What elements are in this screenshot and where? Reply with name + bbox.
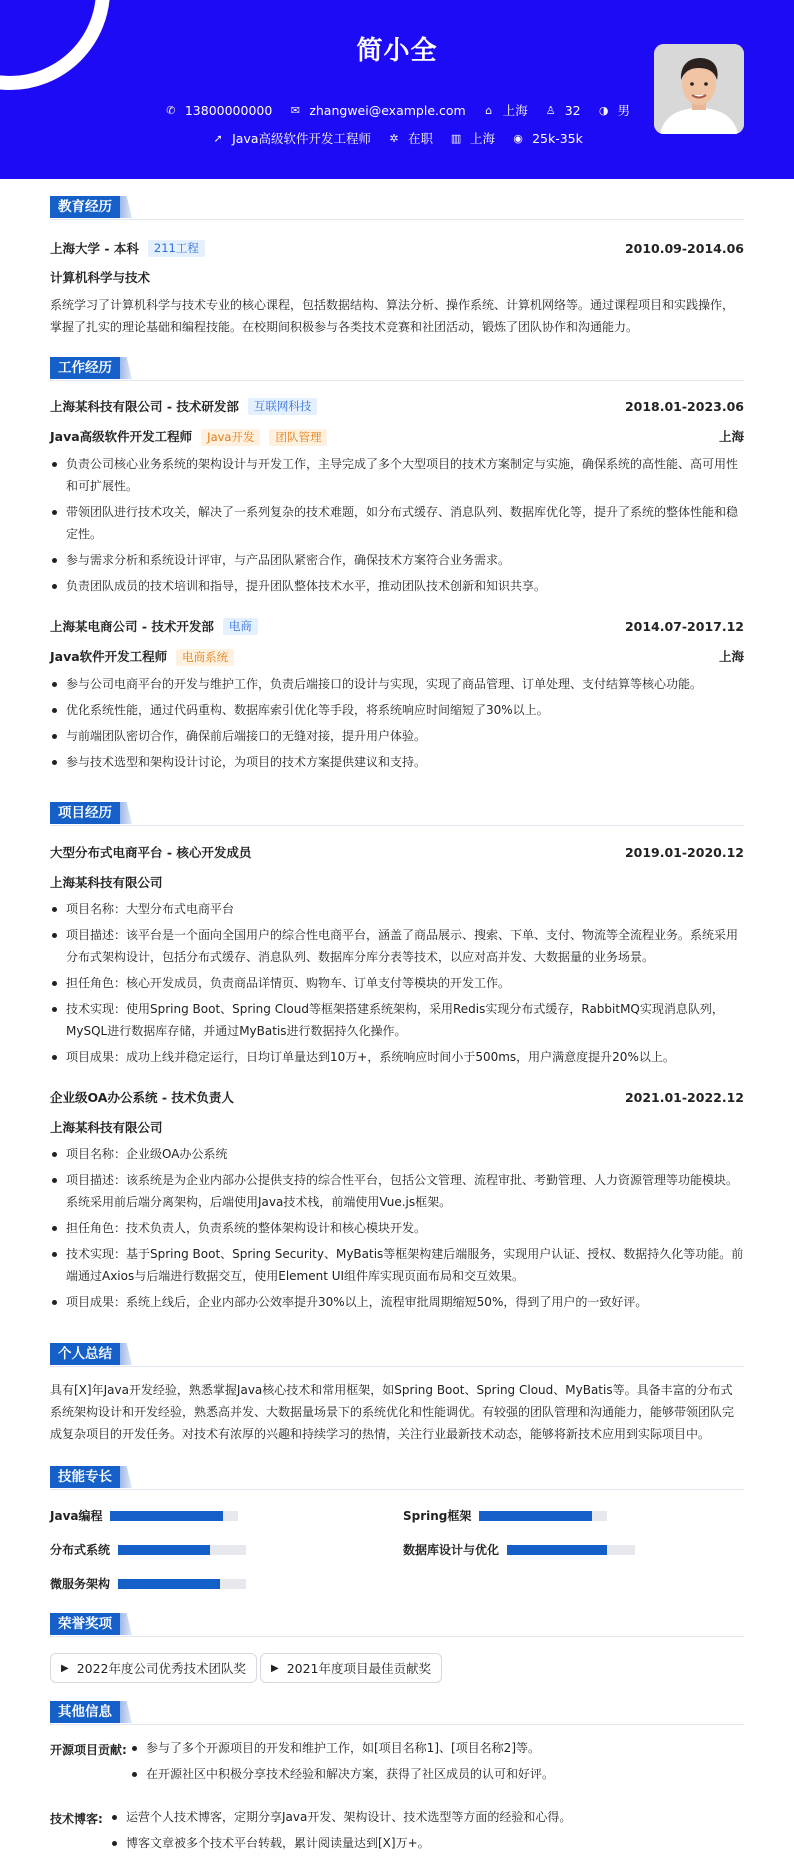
awards-section	[50, 1613, 744, 1693]
project-section-title: 项目经历	[50, 802, 744, 826]
education-period: 2010.09-2014.06	[624, 240, 744, 256]
list-item: 优化系统性能，通过代码重构、数据库索引优化等手段，将系统响应时间缩短了30%以上。	[50, 699, 744, 721]
skill-level-fill	[118, 1579, 220, 1589]
list-item: 技术实现：使用Spring Boot、Spring Cloud等框架搭建系统架构，采用Redis实现分布式缓存，RabbitMQ实现消息队列，MySQL进行数据库存储，并通过MyBatis进行数据持久化操作。	[50, 998, 744, 1042]
major: 计算机科学与技术	[50, 270, 151, 285]
project-company: 上海某科技有限公司	[50, 875, 163, 890]
list-item: 与前端团队密切合作，确保前后端接口的无缝对接，提升用户体验。	[50, 725, 744, 747]
award-badge	[260, 1653, 442, 1683]
skill-item	[50, 1541, 246, 1558]
project-name: 大型分布式电商平台 - 核心开发成员	[50, 845, 252, 860]
skill-bar	[110, 1511, 238, 1521]
skill-bar	[507, 1545, 635, 1555]
list-item: 项目名称：企业级OA办公系统	[50, 1143, 744, 1165]
skill-bar	[118, 1579, 246, 1589]
mail-icon: ✉	[290, 103, 300, 117]
skill-item	[50, 1575, 246, 1592]
other-list	[110, 1806, 744, 1858]
skill-item	[50, 1507, 238, 1524]
other-section-title: 其他信息	[50, 1701, 744, 1725]
employment-status: 在职	[408, 131, 434, 146]
avatar	[654, 44, 744, 134]
other-list	[130, 1737, 744, 1789]
award-name: 2021年度项目最佳贡献奖	[286, 1661, 432, 1676]
skill-level-fill	[479, 1511, 592, 1521]
list-item: 项目名称：大型分布式电商平台	[50, 898, 744, 920]
work-section	[50, 357, 744, 777]
project-section	[50, 802, 744, 1322]
work-duties-list	[50, 673, 744, 777]
project-entry-header	[50, 843, 744, 861]
age: 32	[564, 102, 581, 118]
list-item: 担任角色：技术负责人，负责系统的整体架构设计和核心模块开发。	[50, 1217, 744, 1239]
skills-section	[50, 1466, 744, 1591]
target-position: Java高级软件开发工程师	[232, 131, 372, 146]
list-item: 项目描述：该系统是为企业内部办公提供支持的综合性平台，包括公文管理、流程审批、考勤管理、人力资源管理等功能模块。系统采用前后端分离架构，后端使用Java技术栈，前端使用Vue.js框架。	[50, 1169, 744, 1213]
school-name: 上海大学 - 本科	[50, 241, 139, 256]
project-details-list	[50, 898, 744, 1072]
project-name: 企业级OA办公系统 - 技术负责人	[50, 1090, 234, 1105]
skill-item	[403, 1541, 635, 1558]
job-title: Java高级软件开发工程师	[50, 429, 193, 444]
school-tag: 211工程	[148, 240, 205, 257]
work-period: 2018.01-2023.06	[624, 398, 744, 414]
skill-name: Java编程	[50, 1509, 103, 1523]
list-item: 参与需求分析和系统设计评审，与产品团队紧密合作，确保技术方案符合业务需求。	[50, 549, 744, 571]
education-section-title: 教育经历	[50, 196, 744, 220]
job-title-row	[50, 647, 744, 666]
project-period: 2021.01-2022.12	[624, 1089, 744, 1105]
list-item: 博客文章被多个技术平台转载，累计阅读量达到[X]万+。	[110, 1832, 744, 1854]
skill-name: Spring框架	[403, 1509, 472, 1523]
gender-icon: ◑	[598, 103, 609, 117]
list-item: 运营个人技术博客，定期分享Java开发、架构设计、技术选型等方面的经验和心得。	[110, 1806, 744, 1828]
education-section	[50, 196, 744, 346]
skill-name: 数据库设计与优化	[403, 1543, 500, 1557]
skill-level-fill	[507, 1545, 607, 1555]
industry-tag: 电商	[223, 618, 258, 635]
list-item: 参与公司电商平台的开发与维护工作，负责后端接口的设计与实现，实现了商品管理、订单处理、支付结算等核心功能。	[50, 673, 744, 695]
email-address: zhangwei@example.com	[309, 102, 466, 118]
home-icon: ⌂	[485, 103, 493, 117]
list-item: 项目成果：系统上线后，企业内部办公效率提升30%以上，流程审批周期缩短50%，得到了用户的一致好评。	[50, 1291, 744, 1313]
company-name: 上海某科技有限公司 - 技术研发部	[50, 399, 239, 414]
list-item: 负责公司核心业务系统的架构设计与开发工作，主导完成了多个大型项目的技术方案制定与实施，确保系统的高性能、高可用性和可扩展性。	[50, 453, 744, 497]
phone-number: 13800000000	[184, 102, 273, 118]
list-item: 项目成果：成功上线并稳定运行，日均订单量达到10万+，系统响应时间小于500ms，用户满意度提升20%以上。	[50, 1046, 744, 1068]
awards-section-title: 荣誉奖项	[50, 1613, 744, 1637]
project-period: 2019.01-2020.12	[624, 844, 744, 860]
play-icon: ▶	[61, 1662, 69, 1674]
list-item: 担任角色：核心开发成员，负责商品详情页、购物车、订单支付等模块的开发工作。	[50, 972, 744, 994]
other-section	[50, 1701, 744, 1870]
skill-tag: 电商系统	[176, 649, 234, 666]
skill-bar	[118, 1545, 246, 1555]
settings-icon: ✲	[389, 131, 399, 145]
skill-item	[403, 1507, 607, 1524]
work-city: 上海	[470, 131, 496, 146]
award-name: 2022年度公司优秀技术团队奖	[76, 1661, 247, 1676]
skill-level-fill	[118, 1545, 210, 1555]
list-item: 在开源社区中积极分享技术经验和解决方案，获得了社区成员的认可和好评。	[130, 1763, 744, 1785]
list-item: 项目描述：该平台是一个面向全国用户的综合性电商平台，涵盖了商品展示、搜索、下单、支付、物流等全流程业务。系统采用分布式架构设计，包括分布式缓存、消息队列、数据库分库分表等技术，以应对高并发、大数据量的业务场景。	[50, 924, 744, 968]
candidate-name: 简小全	[356, 36, 438, 66]
expected-salary: 25k-35k	[532, 130, 583, 146]
skill-bar	[479, 1511, 607, 1521]
job-title: Java软件开发工程师	[50, 649, 168, 664]
project-entry-header	[50, 1088, 744, 1106]
skill-level-fill	[110, 1511, 223, 1521]
summary-text: 具有[X]年Java开发经验，熟悉掌握Java核心技术和常用框架，如Spring Boot、Spring Cloud、MyBatis等。具备丰富的分布式系统架构设计和开发经验，熟悉高并发、大数据量场景下的系统优化和性能调优。有较强的团队管理和沟通能力，能够带领团队完成复杂项目的开发任务。对技术有浓厚的兴趣和持续学习的热情，关注行业最新技术动态，能够将新技术应用到实际项目中。	[50, 1383, 735, 1441]
project-company: 上海某科技有限公司	[50, 1120, 163, 1135]
list-item: 参与了多个开源项目的开发和维护工作，如[项目名称1]、[项目名称2]等。	[130, 1737, 744, 1759]
list-item: 带领团队进行技术攻关，解决了一系列复杂的技术难题，如分布式缓存、消息队列、数据库优化等，提升了系统的整体性能和稳定性。	[50, 501, 744, 545]
list-item: 负责团队成员的技术培训和指导，提升团队整体技术水平，推动团队技术创新和知识共享。	[50, 575, 744, 597]
send-icon: ➚	[213, 131, 223, 145]
work-duties-list	[50, 453, 744, 601]
gender: 男	[617, 103, 631, 118]
job-location: 上海	[718, 429, 744, 444]
job-location: 上海	[718, 649, 744, 664]
list-item: 参与技术选型和架构设计讨论，为项目的技术方案提供建议和支持。	[50, 751, 744, 773]
skill-name: 分布式系统	[50, 1543, 111, 1557]
age-icon: ♙	[545, 103, 556, 117]
summary-section-title: 个人总结	[50, 1343, 744, 1367]
salary-icon: ◉	[513, 131, 523, 145]
industry-tag: 互联网科技	[248, 398, 318, 415]
work-period: 2014.07-2017.12	[624, 618, 744, 634]
work-entry-header	[50, 397, 744, 415]
education-entry-header	[50, 239, 744, 257]
other-label: 开源项目贡献:	[50, 1743, 127, 1757]
play-icon: ▶	[271, 1662, 279, 1674]
company-name: 上海某电商公司 - 技术开发部	[50, 619, 214, 634]
skill-tag: Java开发	[201, 429, 260, 446]
project-details-list	[50, 1143, 744, 1317]
list-item: 技术实现：基于Spring Boot、Spring Security、MyBatis等框架构建后端服务，实现用户认证、授权、数据持久化等功能。前端通过Axios与后端进行数据交互，使用Element UI组件库实现页面布局和交互效果。	[50, 1243, 744, 1287]
building-icon: ▥	[450, 131, 462, 145]
city: 上海	[502, 103, 528, 118]
education-description: 系统学习了计算机科学与技术专业的核心课程，包括数据结构、算法分析、操作系统、计算机网络等。通过课程项目和实践操作，掌握了扎实的理论基础和编程技能。在校期间积极参与各类技术竞赛和社团活动，锻炼了团队协作和沟通能力。	[50, 298, 735, 334]
skill-name: 微服务架构	[50, 1577, 111, 1591]
job-title-row	[50, 427, 744, 446]
award-badge	[50, 1653, 257, 1683]
other-label: 技术博客:	[50, 1812, 103, 1826]
phone-icon: ✆	[166, 103, 176, 117]
summary-section	[50, 1343, 744, 1453]
skills-section-title: 技能专长	[50, 1466, 744, 1490]
work-section-title: 工作经历	[50, 357, 744, 381]
work-entry-header	[50, 617, 744, 635]
skill-tag: 团队管理	[269, 429, 327, 446]
resume-header	[0, 0, 794, 179]
